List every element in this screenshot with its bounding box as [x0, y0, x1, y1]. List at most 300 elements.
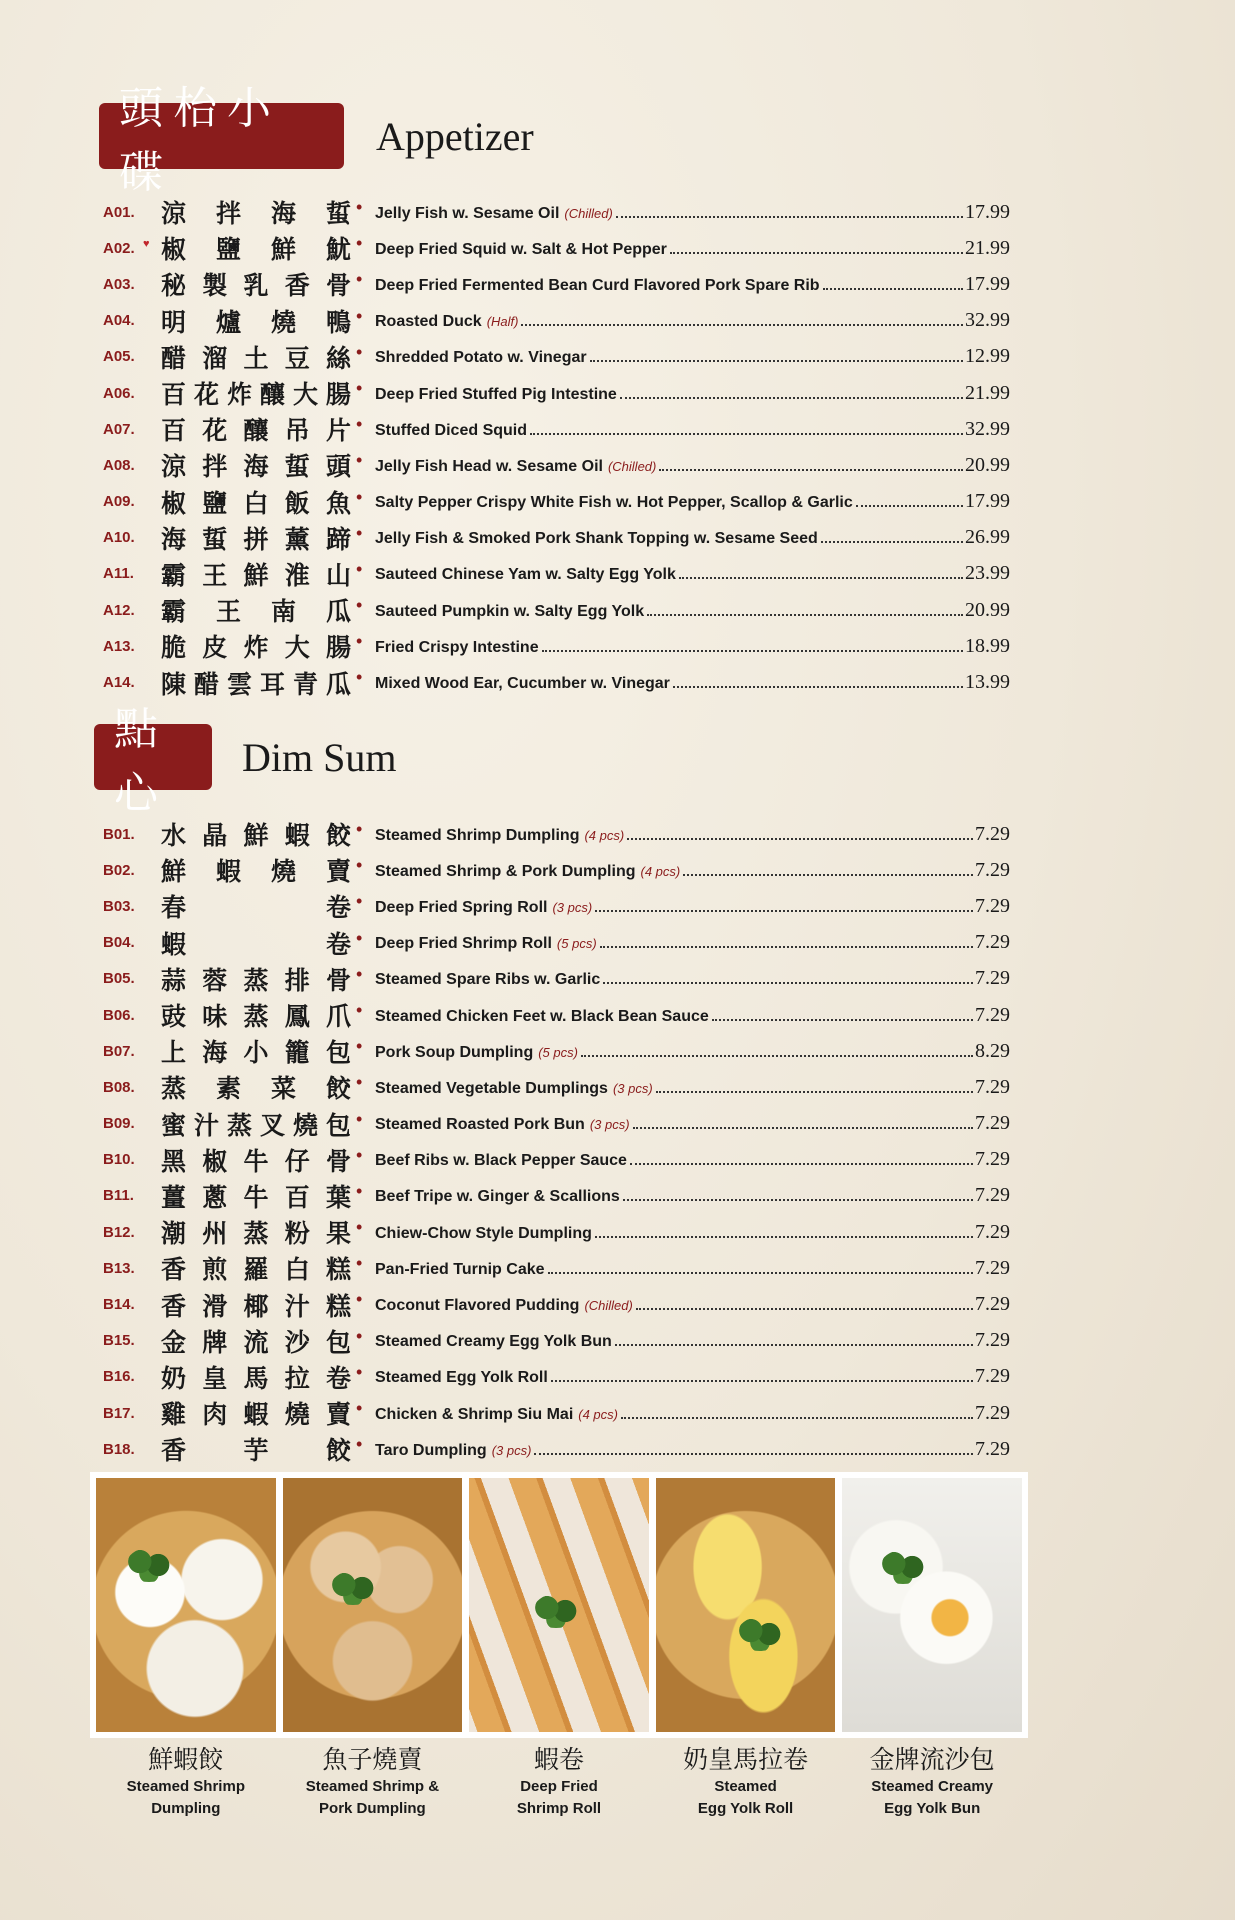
dot-leader: [630, 1163, 973, 1165]
item-code: B04.: [103, 934, 135, 952]
bullet-icon: •: [356, 1217, 363, 1238]
item-name-zh: 霸 王 南 瓜: [161, 597, 351, 627]
item-name-zh: 蒸 素 菜 餃: [161, 1074, 351, 1104]
bullet-icon: •: [356, 233, 363, 254]
caption-en-line2: Egg Yolk Bun: [884, 1800, 981, 1817]
item-description: [375, 1329, 1010, 1352]
item-description: [375, 1293, 1010, 1316]
item-name-en: Mixed Wood Ear, Cucumber w. Vinegar: [375, 675, 670, 693]
item-code: B01.: [103, 825, 135, 843]
menu-item: [103, 628, 1010, 664]
item-code: B03.: [103, 897, 135, 915]
menu-item: [103, 1214, 1010, 1250]
item-price: 7.29: [975, 1148, 1010, 1171]
item-name-zh: 蝦 卷: [161, 929, 351, 959]
dot-leader: [679, 577, 963, 579]
item-price: 18.99: [965, 634, 1010, 657]
item-note: (4 pcs): [578, 1406, 618, 1422]
item-name-en: Coconut Flavored Pudding: [375, 1297, 580, 1315]
parsley-garnish-icon: [126, 1548, 172, 1582]
item-description: [375, 1184, 1010, 1207]
item-description: [375, 201, 1010, 224]
item-name-zh: 香 滑 椰 汁 糕: [161, 1291, 351, 1321]
bullet-icon: •: [356, 631, 363, 652]
dot-leader: [647, 614, 963, 616]
item-price: 7.29: [975, 1293, 1010, 1316]
item-price: 7.29: [975, 822, 1010, 845]
item-name-zh: 上 海 小 籠 包: [161, 1038, 351, 1068]
item-code: B18.: [103, 1440, 135, 1458]
item-name-en: Steamed Shrimp & Pork Dumpling: [375, 862, 636, 880]
appetizer-list: [103, 194, 1010, 701]
bullet-icon: •: [356, 595, 363, 616]
bullet-icon: •: [356, 414, 363, 435]
item-name-en: Pork Soup Dumpling: [375, 1043, 534, 1061]
caption-en-line2: Dumpling: [151, 1800, 221, 1817]
item-name-en: Roasted Duck: [375, 313, 482, 331]
item-description: [375, 382, 1010, 405]
item-code: A12.: [103, 601, 135, 619]
item-price: 7.29: [975, 1256, 1010, 1279]
item-price: 7.29: [975, 1184, 1010, 1207]
item-description: [375, 671, 1010, 694]
item-price: 7.29: [975, 1003, 1010, 1026]
photo-caption: [283, 1738, 463, 1820]
item-code: B09.: [103, 1115, 135, 1133]
item-description: [375, 1112, 1010, 1135]
food-photo: [842, 1478, 1022, 1732]
menu-item: [103, 925, 1010, 961]
item-name-zh: 涼 拌 海 蜇: [161, 199, 351, 229]
item-code: A14.: [103, 674, 135, 692]
item-description: [375, 1438, 1010, 1461]
item-code: B13.: [103, 1259, 135, 1277]
dot-leader: [620, 397, 963, 399]
item-code: A02.: [103, 239, 135, 257]
bullet-icon: •: [356, 305, 363, 326]
caption-zh: 蝦卷: [533, 1745, 584, 1774]
item-note: (Chilled): [607, 458, 657, 474]
dot-leader: [823, 288, 963, 290]
item-description: [375, 823, 1010, 846]
item-price: 17.99: [965, 272, 1010, 295]
item-code: A11.: [103, 565, 134, 583]
dot-leader: [530, 433, 963, 435]
dot-leader: [659, 469, 963, 471]
item-name-en: Jelly Fish Head w. Sesame Oil: [375, 457, 603, 475]
menu-item: [103, 484, 1010, 520]
caption-en-line2: Pork Dumpling: [319, 1800, 426, 1817]
item-name-zh: 春 卷: [161, 893, 351, 923]
item-name-en: Chiew-Chow Style Dumpling: [375, 1224, 592, 1242]
dot-leader: [633, 1127, 973, 1129]
menu-item: [103, 1286, 1010, 1322]
menu-item: [103, 411, 1010, 447]
bullet-icon: •: [356, 522, 363, 543]
menu-item: [103, 1431, 1010, 1467]
item-name-zh: 雞 肉 蝦 燒 賣: [161, 1400, 351, 1430]
menu-item: [103, 1033, 1010, 1069]
parsley-garnish-icon: [533, 1594, 579, 1628]
appetizer-title-en: Appetizer: [376, 113, 534, 159]
item-code: B06.: [103, 1006, 135, 1024]
bullet-icon: •: [356, 1108, 363, 1129]
bullet-icon: •: [356, 819, 363, 839]
item-price: 7.29: [975, 1220, 1010, 1243]
appetizer-header: [99, 83, 534, 198]
item-note: (3 pcs): [491, 1442, 532, 1458]
item-note: (Chilled): [564, 205, 613, 221]
item-name-en: Deep Fried Shrimp Roll: [375, 935, 552, 953]
item-price: 7.29: [975, 858, 1010, 881]
dot-leader: [856, 505, 963, 507]
item-name-en: Jelly Fish & Smoked Pork Shank Topping w. Sesame Seed: [375, 530, 818, 548]
item-name-en: Steamed Egg Yolk Roll: [375, 1369, 548, 1387]
appetizer-title-zh: 頭枱小碟: [99, 103, 344, 169]
item-name-en: Deep Fried Fermented Bean Curd Flavored Pork Spare Rib: [375, 276, 820, 294]
bullet-icon: •: [356, 486, 363, 507]
item-name-zh: 百 花 炸 釀 大 腸: [161, 380, 351, 410]
item-description: [375, 895, 1010, 918]
menu-item: [103, 1178, 1010, 1214]
dot-leader: [627, 838, 973, 840]
caption-en-line1: Steamed Creamy: [871, 1778, 994, 1795]
item-price: 23.99: [965, 562, 1010, 585]
menu-item: [103, 997, 1010, 1033]
photo-caption: [842, 1738, 1022, 1820]
bullet-icon: •: [356, 1180, 363, 1201]
dot-leader: [534, 1453, 973, 1455]
caption-zh: 金牌流沙包: [869, 1745, 995, 1774]
item-name-zh: 水 晶 鮮 蝦 餃: [161, 821, 351, 851]
item-note: (3 pcs): [589, 1117, 630, 1133]
menu-item: [103, 1395, 1010, 1431]
item-name-en: Steamed Creamy Egg Yolk Bun: [375, 1333, 612, 1351]
item-code: B15.: [103, 1332, 135, 1350]
menu-item: [103, 592, 1010, 628]
bullet-icon: •: [356, 1036, 363, 1057]
photo-caption: [469, 1738, 649, 1820]
bullet-icon: •: [356, 999, 363, 1020]
item-name-en: Deep Fried Spring Roll: [375, 898, 548, 916]
item-name-zh: 香 煎 羅 白 糕: [161, 1255, 351, 1285]
item-code: B05.: [103, 970, 135, 988]
item-name-zh: 百 花 釀 吊 片: [161, 416, 351, 446]
item-name-zh: 薑 蔥 牛 百 葉: [161, 1182, 351, 1212]
menu-item: [103, 230, 1010, 266]
dot-leader: [821, 541, 963, 543]
item-price: 21.99: [965, 236, 1010, 259]
item-description: [375, 967, 1010, 990]
caption-en-line2: Egg Yolk Roll: [697, 1800, 794, 1817]
item-price: 20.99: [965, 453, 1010, 476]
dot-leader: [683, 874, 973, 876]
item-name-zh: 脆 皮 炸 大 腸: [161, 633, 351, 663]
item-name-en: Steamed Vegetable Dumplings: [375, 1079, 608, 1097]
menu-item: [103, 1069, 1010, 1105]
item-price: 20.99: [965, 598, 1010, 621]
item-description: [375, 1076, 1010, 1099]
dot-leader: [595, 1236, 973, 1238]
item-description: [375, 1402, 1010, 1425]
dot-leader: [548, 1272, 973, 1274]
item-description: [375, 1365, 1010, 1388]
bullet-icon: •: [356, 1398, 363, 1418]
item-name-zh: 香 芋 餃: [161, 1436, 351, 1466]
dot-leader: [670, 252, 963, 254]
item-name-en: Sauteed Pumpkin w. Salty Egg Yolk: [375, 602, 645, 620]
item-price: 7.29: [975, 1401, 1010, 1424]
food-photo: [283, 1478, 463, 1732]
item-note: (Chilled): [584, 1298, 633, 1314]
item-description: [375, 490, 1010, 513]
item-code: B14.: [103, 1296, 135, 1314]
item-description: [375, 309, 1010, 332]
dimsum-header: [94, 704, 397, 819]
dot-leader: [595, 910, 973, 912]
food-photo: [656, 1478, 836, 1732]
item-note: (4 pcs): [584, 827, 625, 843]
dot-leader: [621, 1417, 973, 1419]
bullet-icon: •: [356, 197, 363, 217]
item-code: A07.: [103, 420, 135, 438]
item-name-zh: 椒 鹽 白 飯 魚: [161, 488, 351, 518]
item-code: B16.: [103, 1368, 135, 1386]
item-name-zh: 陳 醋 雲 耳 青 瓜: [161, 669, 351, 699]
item-name-zh: 金 牌 流 沙 包: [161, 1327, 351, 1357]
dot-leader: [521, 324, 963, 326]
item-code: A01.: [103, 203, 135, 221]
menu-item: [103, 556, 1010, 592]
caption-zh: 魚子燒賣: [322, 1745, 423, 1774]
item-price: 7.29: [975, 1112, 1010, 1135]
item-name-zh: 霸 王 鮮 淮 山: [161, 560, 351, 590]
bullet-icon: •: [356, 855, 363, 876]
dot-leader: [656, 1091, 973, 1093]
item-name-zh: 秘 製 乳 香 骨: [161, 271, 351, 301]
item-price: 21.99: [965, 381, 1010, 404]
item-description: [375, 562, 1010, 585]
item-price: 17.99: [965, 490, 1010, 513]
item-code: B11.: [103, 1187, 134, 1205]
food-photo: [96, 1478, 276, 1732]
item-note: (5 pcs): [538, 1044, 578, 1060]
caption-en-line1: Deep Fried: [520, 1778, 598, 1795]
item-description: [375, 931, 1010, 954]
item-code: B12.: [103, 1223, 135, 1241]
item-code: A13.: [103, 637, 135, 655]
bullet-icon: •: [356, 1253, 363, 1274]
item-price: 7.29: [975, 967, 1010, 990]
dot-leader: [636, 1308, 973, 1310]
item-note: (Half): [486, 314, 519, 330]
dot-leader: [542, 650, 963, 652]
item-price: 7.29: [975, 1075, 1010, 1098]
caption-zh: 鮮蝦餃: [148, 1745, 224, 1774]
bullet-icon: •: [356, 667, 363, 688]
caption-zh: 奶皇馬拉卷: [683, 1745, 809, 1774]
item-description: [375, 345, 1010, 368]
item-name-zh: 明 爐 燒 鴨: [161, 307, 351, 337]
item-description: [375, 1148, 1010, 1171]
item-code: B10.: [103, 1151, 135, 1169]
bullet-icon: •: [356, 269, 363, 290]
photo-strip: [90, 1472, 1028, 1738]
item-code: A05.: [103, 348, 135, 366]
bullet-icon: •: [356, 1434, 363, 1455]
item-name-zh: 蒜 蓉 蒸 排 骨: [161, 965, 351, 995]
item-price: 7.29: [975, 1437, 1010, 1460]
bullet-icon: •: [356, 1289, 363, 1310]
item-description: [375, 635, 1010, 658]
bullet-icon: •: [356, 1144, 363, 1165]
menu-item: [103, 1359, 1010, 1395]
dimsum-list: [103, 816, 1010, 1467]
item-price: 7.29: [975, 1365, 1010, 1388]
item-name-en: Shredded Potato w. Vinegar: [375, 349, 587, 367]
item-price: 8.29: [975, 1039, 1010, 1062]
bullet-icon: •: [356, 377, 363, 398]
dot-leader: [590, 360, 963, 362]
dot-leader: [603, 982, 973, 984]
menu-item: [103, 266, 1010, 302]
menu-item: [103, 1250, 1010, 1286]
item-name-en: Fried Crispy Intestine: [375, 638, 539, 656]
item-name-en: Sauteed Chinese Yam w. Salty Egg Yolk: [375, 566, 676, 584]
dot-leader: [623, 1199, 973, 1201]
item-name-zh: 鮮 蝦 燒 賣: [161, 857, 351, 887]
menu-item: [103, 375, 1010, 411]
menu-item: [103, 1142, 1010, 1178]
item-note: (4 pcs): [640, 863, 681, 879]
parsley-garnish-icon: [880, 1550, 926, 1584]
item-price: 32.99: [965, 309, 1010, 332]
item-description: [375, 454, 1010, 477]
item-name-en: Steamed Shrimp Dumpling: [375, 826, 580, 844]
item-price: 7.29: [975, 931, 1010, 954]
item-price: 26.99: [965, 526, 1010, 549]
item-name-zh: 醋 溜 土 豆 絲: [161, 343, 351, 373]
photo-captions: [90, 1738, 1028, 1820]
dot-leader: [615, 1344, 973, 1346]
item-name-zh: 蜜 汁 蒸 叉 燒 包: [161, 1110, 351, 1140]
item-description: [375, 599, 1010, 622]
item-price: 32.99: [965, 417, 1010, 440]
chili-pepper-icon: ♥: [143, 238, 150, 251]
dot-leader: [600, 946, 973, 948]
photo-caption: [656, 1738, 836, 1820]
item-code: B02.: [103, 861, 135, 879]
bullet-icon: •: [356, 450, 363, 471]
item-name-en: Taro Dumpling: [375, 1441, 487, 1459]
item-code: A04.: [103, 312, 135, 330]
caption-en-line1: Steamed Shrimp &: [305, 1778, 440, 1795]
item-name-en: Beef Ribs w. Black Pepper Sauce: [375, 1152, 627, 1170]
item-price: 17.99: [965, 200, 1010, 223]
dimsum-title-zh: 點心: [94, 724, 212, 790]
item-name-en: Beef Tripe w. Ginger & Scallions: [375, 1188, 620, 1206]
item-name-zh: 潮 州 蒸 粉 果: [161, 1219, 351, 1249]
menu-item: [103, 447, 1010, 483]
dot-leader: [551, 1380, 973, 1382]
item-code: A08.: [103, 456, 135, 474]
item-description: [375, 1257, 1010, 1280]
item-description: [375, 1004, 1010, 1027]
item-description: [375, 859, 1010, 882]
menu-item: [103, 852, 1010, 888]
item-note: (5 pcs): [556, 936, 597, 952]
item-code: B17.: [103, 1404, 135, 1422]
item-name-en: Steamed Roasted Pork Bun: [375, 1116, 585, 1134]
caption-en-line2: Shrimp Roll: [516, 1800, 602, 1817]
item-name-en: Jelly Fish w. Sesame Oil: [375, 204, 560, 222]
item-name-en: Stuffed Diced Squid: [375, 421, 527, 439]
item-name-zh: 海 蜇 拼 薰 蹄: [161, 524, 351, 554]
item-name-en: Deep Fried Squid w. Salt & Hot Pepper: [375, 240, 667, 258]
item-description: [375, 237, 1010, 260]
dot-leader: [673, 686, 963, 688]
item-code: A10.: [103, 529, 135, 547]
menu-item: [103, 339, 1010, 375]
item-price: 7.29: [975, 894, 1010, 917]
bullet-icon: •: [356, 963, 363, 984]
dot-leader: [616, 216, 963, 218]
bullet-icon: •: [356, 1072, 363, 1093]
item-name-en: Steamed Chicken Feet w. Black Bean Sauce: [375, 1007, 709, 1025]
item-code: B08.: [103, 1078, 135, 1096]
bullet-icon: •: [356, 341, 363, 362]
item-code: A03.: [103, 275, 135, 293]
menu-item: [103, 664, 1010, 700]
menu-item: [103, 303, 1010, 339]
item-name-zh: 黑 椒 牛 仔 骨: [161, 1146, 351, 1176]
menu-item: [103, 961, 1010, 997]
parsley-garnish-icon: [330, 1571, 376, 1605]
item-name-en: Steamed Spare Ribs w. Garlic: [375, 971, 601, 989]
item-description: [375, 1221, 1010, 1244]
item-note: (3 pcs): [552, 899, 593, 915]
food-photo: [469, 1478, 649, 1732]
bullet-icon: •: [356, 558, 363, 579]
item-name-zh: 涼 拌 海 蜇 頭: [161, 452, 351, 482]
menu-item: [103, 1323, 1010, 1359]
item-name-zh: 豉 味 蒸 鳳 爪: [161, 1002, 351, 1032]
item-price: 13.99: [965, 671, 1010, 694]
item-code: A06.: [103, 384, 135, 402]
item-note: (3 pcs): [612, 1080, 653, 1096]
item-price: 12.99: [965, 345, 1010, 368]
menu-item: [103, 194, 1010, 230]
item-name-en: Chicken & Shrimp Siu Mai: [375, 1405, 574, 1423]
parsley-garnish-icon: [737, 1617, 783, 1651]
item-description: [375, 418, 1010, 441]
photo-caption: [96, 1738, 276, 1820]
bullet-icon: •: [356, 1361, 363, 1382]
menu-item: [103, 888, 1010, 924]
caption-en-line1: Steamed Shrimp: [126, 1778, 245, 1795]
item-code: A09.: [103, 493, 135, 511]
dimsum-title-en: Dim Sum: [242, 734, 397, 780]
item-name-en: Salty Pepper Crispy White Fish w. Hot Pepper, Scallop & Garlic: [375, 494, 853, 512]
menu-item: [103, 520, 1010, 556]
item-name-en: Pan-Fried Turnip Cake: [375, 1260, 545, 1278]
bullet-icon: •: [356, 927, 363, 948]
item-description: [375, 273, 1010, 296]
bullet-icon: •: [356, 891, 363, 912]
caption-en-line1: Steamed: [714, 1778, 777, 1795]
bullet-icon: •: [356, 1325, 363, 1346]
menu-item: [103, 1106, 1010, 1142]
